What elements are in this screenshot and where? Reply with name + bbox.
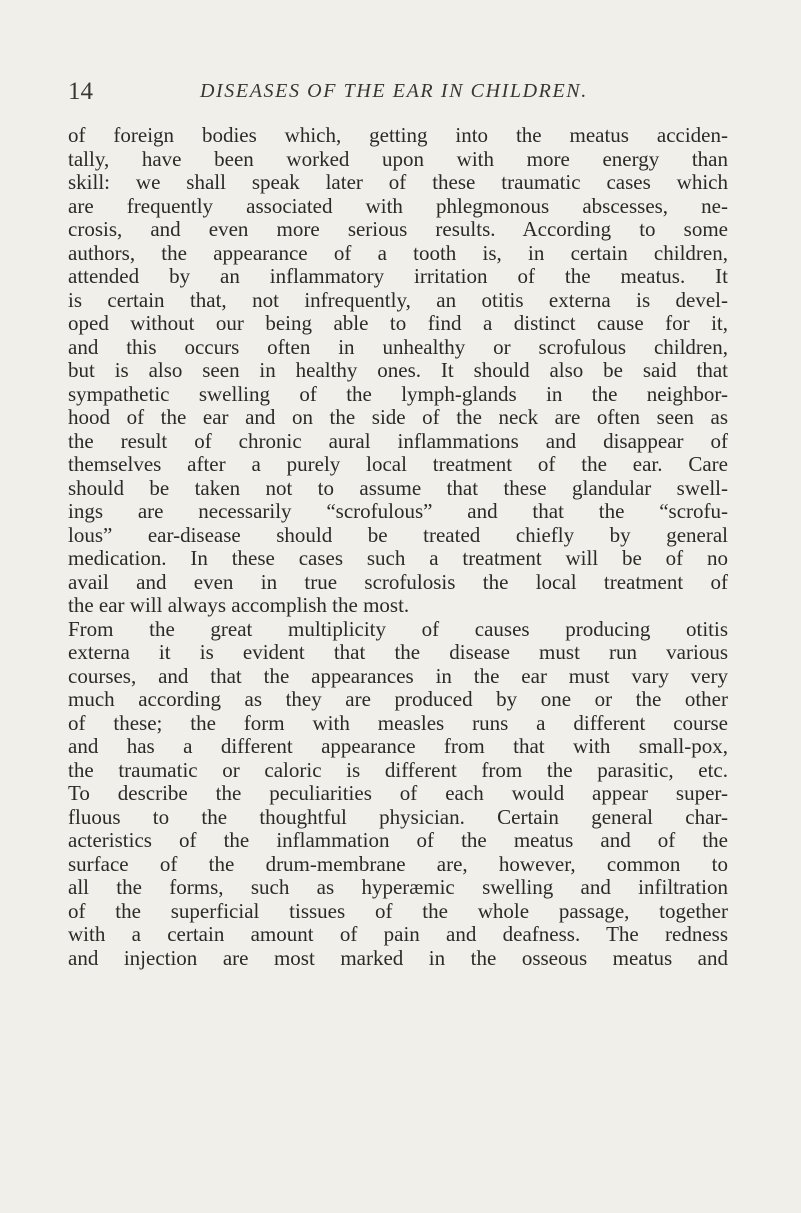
text-line: the traumatic or caloric is different from the parasitic, etc. (68, 758, 728, 782)
text-line: of foreign bodies which, getting into the meatus acciden- (68, 124, 728, 147)
text-line: the result of chronic aural inflammations and disappear of (68, 429, 728, 453)
text-line: To describe the peculiarities of each would appear super- (68, 782, 728, 805)
text-line: much according as they are produced by one or the other (68, 688, 728, 711)
text-line: crosis, and even more serious results. According to some (68, 218, 728, 241)
text-line: are frequently associated with phlegmonous abscesses, ne- (68, 194, 728, 218)
text-line: lous” ear-disease should be treated chiefly by general (68, 523, 728, 547)
text-line: avail and even in true scrofulosis the local treatment of (68, 570, 728, 594)
text-line: oped without our being able to find a distinct cause for it, (68, 312, 728, 335)
text-line: surface of the drum-membrane are, however, common to (68, 852, 728, 876)
paragraph-end-line: the ear will always accomplish the most. (68, 594, 410, 617)
text-line: and this occurs often in unhealthy or scrofulous children, (68, 335, 728, 359)
paragraph-start-line: From the great multiplicity of causes producing otitis (68, 617, 728, 641)
page-number: 14 (68, 78, 93, 105)
running-title: DISEASES OF THE EAR IN CHILDREN. (200, 80, 588, 102)
text-line: tally, have been worked upon with more energy than (68, 147, 728, 171)
text-line: medication. In these cases such a treatment will be of no (68, 547, 728, 570)
text-line: of these; the form with measles runs a different course (68, 711, 728, 735)
text-line: acteristics of the inflammation of the meatus and of the (68, 829, 728, 852)
text-line: skill: we shall speak later of these traumatic cases which (68, 171, 728, 194)
text-line: and injection are most marked in the osseous meatus and (68, 946, 728, 970)
text-line: externa it is evident that the disease must run various (68, 641, 728, 664)
text-line: courses, and that the appearances in the ear must vary very (68, 664, 728, 688)
text-line: ings are necessarily “scrofulous” and that the “scrofu- (68, 500, 728, 523)
text-line: all the forms, such as hyperæmic swelling and infiltration (68, 876, 728, 899)
text-line: of the superficial tissues of the whole passage, together (68, 899, 728, 923)
text-line: hood of the ear and on the side of the neck are often seen as (68, 406, 728, 429)
text-line: attended by an inflammatory irritation of the meatus. It (68, 265, 728, 288)
text-line: and has a different appearance from that with small-pox, (68, 735, 728, 758)
text-line: but is also seen in healthy ones. It should also be said that (68, 359, 728, 382)
text-line: should be taken not to assume that these glandular swell- (68, 476, 728, 500)
text-line: with a certain amount of pain and deafness. The redness (68, 923, 728, 946)
text-line: authors, the appearance of a tooth is, in certain children, (68, 241, 728, 265)
body-text (68, 124, 728, 970)
text-line: fluous to the thoughtful physician. Certain general char- (68, 805, 728, 829)
text-line: sympathetic swelling of the lymph-glands in the neighbor- (68, 382, 728, 406)
text-line: themselves after a purely local treatment of the ear. Care (68, 453, 728, 476)
text-line: is certain that, not infrequently, an otitis externa is devel- (68, 288, 728, 312)
